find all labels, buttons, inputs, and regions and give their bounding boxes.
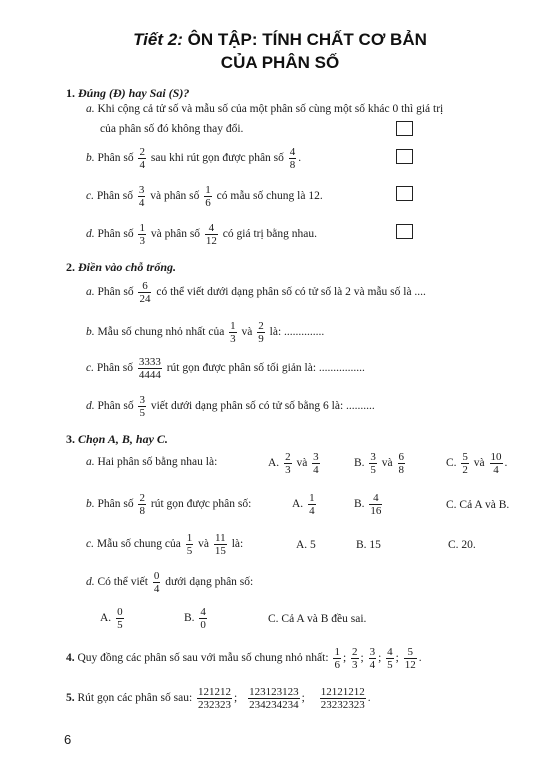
page-title-line-2: CỦA PHÂN SỐ [220,53,340,72]
fraction [289,146,297,171]
option-3c-c[interactable]: C. 20. [448,539,476,551]
fraction [205,222,218,247]
section-1-title: Đúng (Đ) hay Sai (S)? [78,86,190,100]
question-3a [86,456,217,468]
question-text: Hai phân số bằng nhau là: [97,456,218,468]
numerator: 1 [309,492,315,504]
question-text: có giá trị bằng nhau. [222,228,318,241]
question-label: b. [86,326,95,339]
fraction [138,356,162,381]
question-label: d. [86,228,95,241]
page-title [0,30,560,50]
question-text: Quy đồng các phân số sau với mẫu số chung nhỏ nhất: [77,652,329,665]
question-text: là: .............. [269,326,325,339]
denominator: 4 [493,464,499,476]
fraction [153,570,161,595]
question-text: viết dưới dạng phân số có tử số bằng 6 là: .......... [150,400,375,413]
fraction [199,606,207,631]
question-text: Rút gọn các phân số sau: [77,692,193,705]
question-text: và phân số [150,190,200,203]
separator: ; [234,692,238,705]
numerator: 4 [289,146,296,158]
option-text: và [473,457,485,470]
question-2d [86,394,375,419]
question-label: c. [86,362,94,375]
question-label: d. [86,400,95,413]
option-text: và [296,457,308,470]
numerator: 4 [205,222,218,235]
option-key: B. [354,498,365,511]
numerator: 6 [398,451,405,463]
numerator: 1 [334,646,340,658]
option-key: A. [268,457,280,470]
question-text: Phân số [97,400,134,413]
denominator: 8 [139,505,145,517]
denominator: 15 [214,545,226,557]
numerator: 123123123 [249,686,299,698]
fraction [461,451,469,476]
option-3b-a[interactable] [292,492,318,517]
question-text: Khi cộng cả tử số và mẫu số của một phân số cùng một số khác 0 thì giá trị [97,103,444,115]
denominator: 5 [387,659,393,671]
fraction [312,451,320,476]
fraction [138,222,146,247]
question-text: và [198,538,209,551]
fraction [369,492,382,517]
question-text: Mẫu số chung nhỏ nhất của [97,326,225,339]
fraction [186,532,194,557]
question-label: b. [86,498,95,511]
denominator: 5 [186,545,193,557]
question-3c [86,532,243,557]
denominator: 24 [139,293,151,305]
option-text: và [381,457,393,470]
fraction [308,492,316,517]
denominator: 4 [369,659,376,671]
denominator: 2 [462,464,468,476]
question-2a [86,280,426,305]
end-mark: . [367,692,371,705]
denominator: 6 [205,197,211,209]
fraction [138,280,151,305]
question-3b [86,492,251,517]
answer-box-1c[interactable] [396,186,413,201]
fraction [369,646,377,671]
denominator: 5 [370,464,376,476]
option-3c-a[interactable]: A. 5 [296,539,316,551]
separator: ; [378,652,382,665]
section-3-title: Chọn A, B, hay C. [78,432,168,446]
option-3a-b[interactable] [354,451,407,476]
question-label: c. [86,538,94,551]
option-key: B. [354,457,365,470]
numerator: 1 [186,532,193,544]
numerator: 2 [352,646,358,658]
question-label: a. [86,103,95,115]
numerator: 2 [139,146,145,158]
answer-box-1d[interactable] [396,224,413,239]
question-5 [66,686,371,711]
numerator: 121212 [198,686,232,698]
numerator: 2 [258,320,264,332]
question-1a [86,103,443,115]
denominator: 8 [289,159,296,171]
option-key: A. [100,612,112,625]
section-2-heading [66,260,176,275]
fraction [257,320,265,345]
question-text: Phân số [97,286,134,299]
denominator: 3 [285,464,291,476]
fraction [404,646,417,671]
question-2b [86,320,324,345]
option-3d-a[interactable] [100,606,126,631]
fraction [116,606,124,631]
title-line-1: ÔN TẬP: TÍNH CHẤT CƠ BẢN [187,30,427,49]
fraction [138,492,146,517]
fraction [490,451,503,476]
denominator: 16 [370,505,382,517]
question-label: c. [86,190,94,203]
numerator: 12121212 [320,686,365,698]
section-1-heading [66,86,189,101]
question-text: Phân số [96,362,133,375]
fraction [369,451,377,476]
question-2c [86,356,365,381]
question-3d [86,570,253,595]
question-label: b. [86,152,95,165]
title-prefix: Tiết 2: [133,30,183,49]
fraction [138,184,146,209]
question-4 [66,646,422,671]
denominator: 4 [139,159,145,171]
fraction [351,646,359,671]
question-label: a. [86,456,95,468]
question-text: và [241,326,253,339]
option-key: A. [292,498,304,511]
numerator: 1 [205,184,211,196]
denominator: 3 [230,333,236,345]
separator: ; [342,652,347,665]
denominator: 5 [139,407,145,419]
question-text: có mẫu số chung là 12. [216,190,323,203]
numerator: 3 [313,451,319,463]
denominator: 3 [139,235,145,247]
numerator: 5 [462,451,468,463]
numerator: 3 [139,394,145,406]
question-text: và phân số [150,228,201,241]
question-text: sau khi rút gọn được phân số [150,152,284,165]
question-text: Có thể viết [97,576,148,589]
fraction [333,646,341,671]
separator: ; [360,652,364,665]
section-3-number: 3. [66,432,75,446]
option-3d-c[interactable]: C. Cả A và B đều sai. [268,613,367,625]
question-text: rút gọn được phân số: [150,498,252,511]
page-number: 6 [64,732,72,747]
question-text: Mẫu số chung của [96,538,181,551]
question-text: . [298,152,302,165]
section-2-number: 2. [66,260,75,274]
numerator: 1 [230,320,236,332]
denominator: 4444 [138,369,161,381]
question-text: Phân số [97,152,134,165]
numerator: 5 [404,646,417,659]
denominator: 23232323 [320,699,365,711]
denominator: 4 [313,464,319,476]
denominator: 234234234 [249,699,299,711]
denominator: 8 [398,464,405,476]
numerator: 0 [117,606,123,618]
question-label: d. [86,576,95,589]
fraction [320,686,366,711]
fraction [138,146,146,171]
option-key: B. [184,612,195,625]
denominator: 3 [352,659,358,671]
section-1-number: 1. [66,86,75,100]
fraction [248,686,300,711]
denominator: 4 [138,197,145,209]
option-key: C. [446,457,457,470]
question-text: Phân số [97,228,134,241]
question-1d [86,222,317,247]
denominator: 4 [153,583,160,595]
fraction [214,532,227,557]
answer-box-1b[interactable] [396,149,413,164]
denominator: 0 [200,619,206,631]
denominator: 12 [404,659,416,671]
numerator: 0 [153,570,160,582]
separator: ; [395,652,399,665]
question-text: rút gọn được phân số tối giản là: ................ [166,362,365,375]
denominator: 6 [334,659,340,671]
option-3c-b[interactable]: B. 15 [356,539,381,551]
separator: ; [301,692,305,705]
question-text: Phân số [96,190,133,203]
numerator: 4 [387,646,393,658]
question-text: có thể viết dưới dạng phân số có tử số là 2 và mẫu số là .... [156,286,426,299]
numerator: 4 [200,606,206,618]
numerator: 1 [139,222,145,234]
denominator: 5 [117,619,123,631]
question-number: 4. [66,652,75,665]
question-1c [86,184,323,209]
denominator: 12 [205,235,217,247]
fraction [386,646,394,671]
numerator: 3 [138,184,145,196]
option-3b-c[interactable]: C. Cả A và B. [446,499,510,511]
fraction [398,451,406,476]
numerator: 3 [369,646,376,658]
numerator: 3333 [138,356,161,368]
option-3a-a[interactable] [268,451,322,476]
question-number: 5. [66,692,75,705]
section-2-title: Điền vào chỗ trống. [78,260,177,274]
option-3d-b[interactable] [184,606,209,631]
fraction [138,394,146,419]
question-text: dưới dạng phân số: [165,576,254,589]
option-3a-c[interactable] [446,451,507,476]
question-1b [86,146,301,171]
section-3-heading [66,432,168,447]
numerator: 11 [215,532,226,544]
fraction [204,184,212,209]
option-text: . [504,457,508,470]
answer-box-1a[interactable] [396,121,413,136]
numerator: 6 [138,280,151,293]
fraction [284,451,292,476]
fraction [197,686,232,711]
numerator: 2 [139,492,145,504]
fraction [229,320,237,345]
question-text: là: [231,538,244,551]
denominator: 232323 [198,699,232,711]
numerator: 10 [490,451,502,463]
denominator: 9 [258,333,264,345]
question-text: Phân số [97,498,134,511]
question-label: a. [86,286,95,299]
denominator: 4 [309,505,315,517]
end-mark: . [418,652,422,665]
numerator: 2 [285,451,291,463]
numerator: 3 [370,451,376,463]
numerator: 4 [369,492,382,505]
question-1a-line-2: của phân số đó không thay đổi. [100,123,244,135]
option-3b-b[interactable] [354,492,384,517]
